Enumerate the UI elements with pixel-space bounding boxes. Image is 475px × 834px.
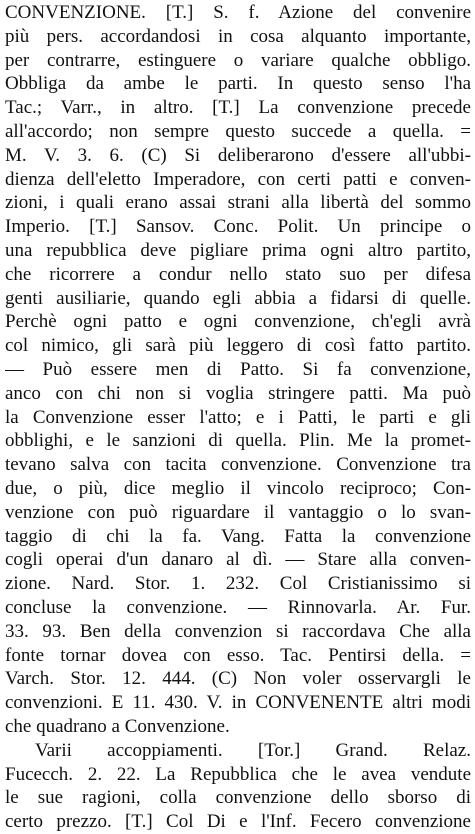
- entry-line: col nimico, gli sarà più leggero di così fatto partito.: [5, 335, 471, 357]
- subentry-line: le sue ragioni, colla convenzione dello sborso di: [5, 787, 471, 809]
- dictionary-page: [0, 1, 475, 833]
- entry-line: taggio di chi la fa. Vang. Fatta la convenzione: [5, 525, 471, 547]
- entry-line: venzione con può riguardare il vantaggio o lo svan-: [5, 501, 471, 523]
- entry-convenzione: [5, 1, 471, 739]
- entry-line: Varch. Stor. 12. 444. (C) Non voler osservargli le: [5, 668, 471, 690]
- subentry-varii-accoppiamenti: [5, 739, 471, 834]
- entry-line: concluse la convenzione. — Rinnovarla. Ar. Fur.: [5, 596, 471, 618]
- entry-line: zioni, i quali erano assai strani alla libertà del sommo: [5, 192, 471, 214]
- entry-line: tevano salva con tacita convenzione. Convenzione tra: [5, 454, 471, 476]
- entry-line: 33. 93. Ben della convenzion si raccordava Che alla: [5, 620, 471, 642]
- subentry-line: Varii accoppiamenti. [Tor.] Grand. Relaz.: [35, 739, 471, 761]
- entry-line: M. V. 3. 6. (C) Si deliberarono d'essere all'ubbi-: [5, 144, 471, 166]
- entry-line: più pers. accordandosi in cosa alquanto importante,: [5, 25, 471, 47]
- entry-line: genti ausiliarie, quando egli abbia a fidarsi di quelle.: [5, 287, 471, 309]
- entry-line: obblighi, e le sanzioni di quella. Plin. Me la promet-: [5, 430, 471, 452]
- entry-line: Imperio. [T.] Sansov. Conc. Polit. Un principe o: [5, 216, 471, 238]
- entry-line: Tac.; Varr., in altro. [T.] La convenzione precede: [5, 97, 471, 119]
- entry-line: che quadrano a Convenzione.: [5, 715, 230, 737]
- entry-line: due, o più, dice meglio il vincolo reciproco; Con-: [5, 477, 471, 499]
- subentry-line: certo prezzo. [T.] Col Di e l'Inf. Fecero convenzione: [5, 811, 471, 833]
- entry-line: dienza dell'eletto Imperadore, con certi patti e conven-: [5, 168, 471, 190]
- entry-line: — Può essere men di Patto. Si fa convenzione,: [5, 358, 471, 380]
- entry-line: Perchè ogni patto e ogni convenzione, ch'egli avrà: [5, 311, 471, 333]
- entry-line: all'accordo; non sempre questo succede a quella. =: [5, 120, 471, 142]
- entry-line: Obbliga da ambe le parti. In questo senso l'ha: [5, 73, 471, 95]
- entry-line: cogli operai d'un danaro al dì. — Stare alla conven-: [5, 549, 471, 571]
- entry-line: una repubblica deve pigliare prima ogni altro partito,: [5, 239, 471, 261]
- entry-line: la Convenzione esser l'atto; e i Patti, le parti e gli: [5, 406, 471, 428]
- entry-line: zione. Nard. Stor. 1. 232. Col Cristianissimo si: [5, 573, 471, 595]
- subentry-line: Fucecch. 2. 22. La Repubblica che le avea vendute: [5, 763, 471, 785]
- entry-line: CONVENZIONE. [T.] S. f. Azione del convenire: [5, 2, 471, 23]
- entry-line: che ricorrere a condur nello stato suo per difesa: [5, 263, 471, 285]
- entry-line: per contrarre, estinguere o variare qualche obbligo.: [5, 49, 471, 71]
- entry-line: convenzioni. E 11. 430. V. in CONVENENTE altri modi: [5, 692, 471, 714]
- entry-line: anco con chi non si voglia stringere patti. Ma può: [5, 382, 471, 404]
- entry-line: fonte tornar dovea con esso. Tac. Pentirsi della. =: [5, 644, 471, 666]
